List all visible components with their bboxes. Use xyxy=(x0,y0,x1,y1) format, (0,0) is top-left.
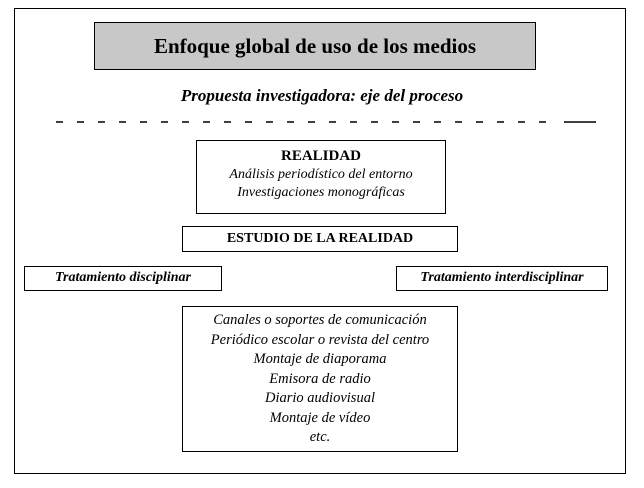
canales-line: Canales o soportes de comunicación xyxy=(213,312,427,328)
realidad-heading: REALIDAD xyxy=(280,148,361,164)
tratamiento-disciplinar-box: Tratamiento disciplinar xyxy=(24,266,222,291)
tratamiento-interdisciplinar-box: Tratamiento interdisciplinar xyxy=(396,266,608,291)
canales-box xyxy=(182,306,458,452)
dashed-axis-line xyxy=(56,120,596,124)
canales-line: Emisora de radio xyxy=(269,370,371,387)
realidad-box xyxy=(196,140,446,214)
realidad-line: Investigaciones monográficas xyxy=(237,185,405,200)
title-box xyxy=(94,22,536,70)
subtitle: Propuesta investigadora: eje del proceso xyxy=(180,86,464,105)
canales-line: Montaje de diaporama xyxy=(253,351,387,367)
canales-line: etc. xyxy=(309,429,331,445)
diagram-title: Enfoque global de uso de los medios xyxy=(153,33,477,58)
canales-line: Montaje de vídeo xyxy=(269,409,371,426)
canales-line: Periódico escolar o revista del centro xyxy=(210,331,430,348)
canales-line: Diario audiovisual xyxy=(265,390,375,406)
estudio-realidad-box: ESTUDIO DE LA REALIDAD xyxy=(182,226,458,252)
realidad-line: Análisis periodístico del entorno xyxy=(229,167,413,182)
